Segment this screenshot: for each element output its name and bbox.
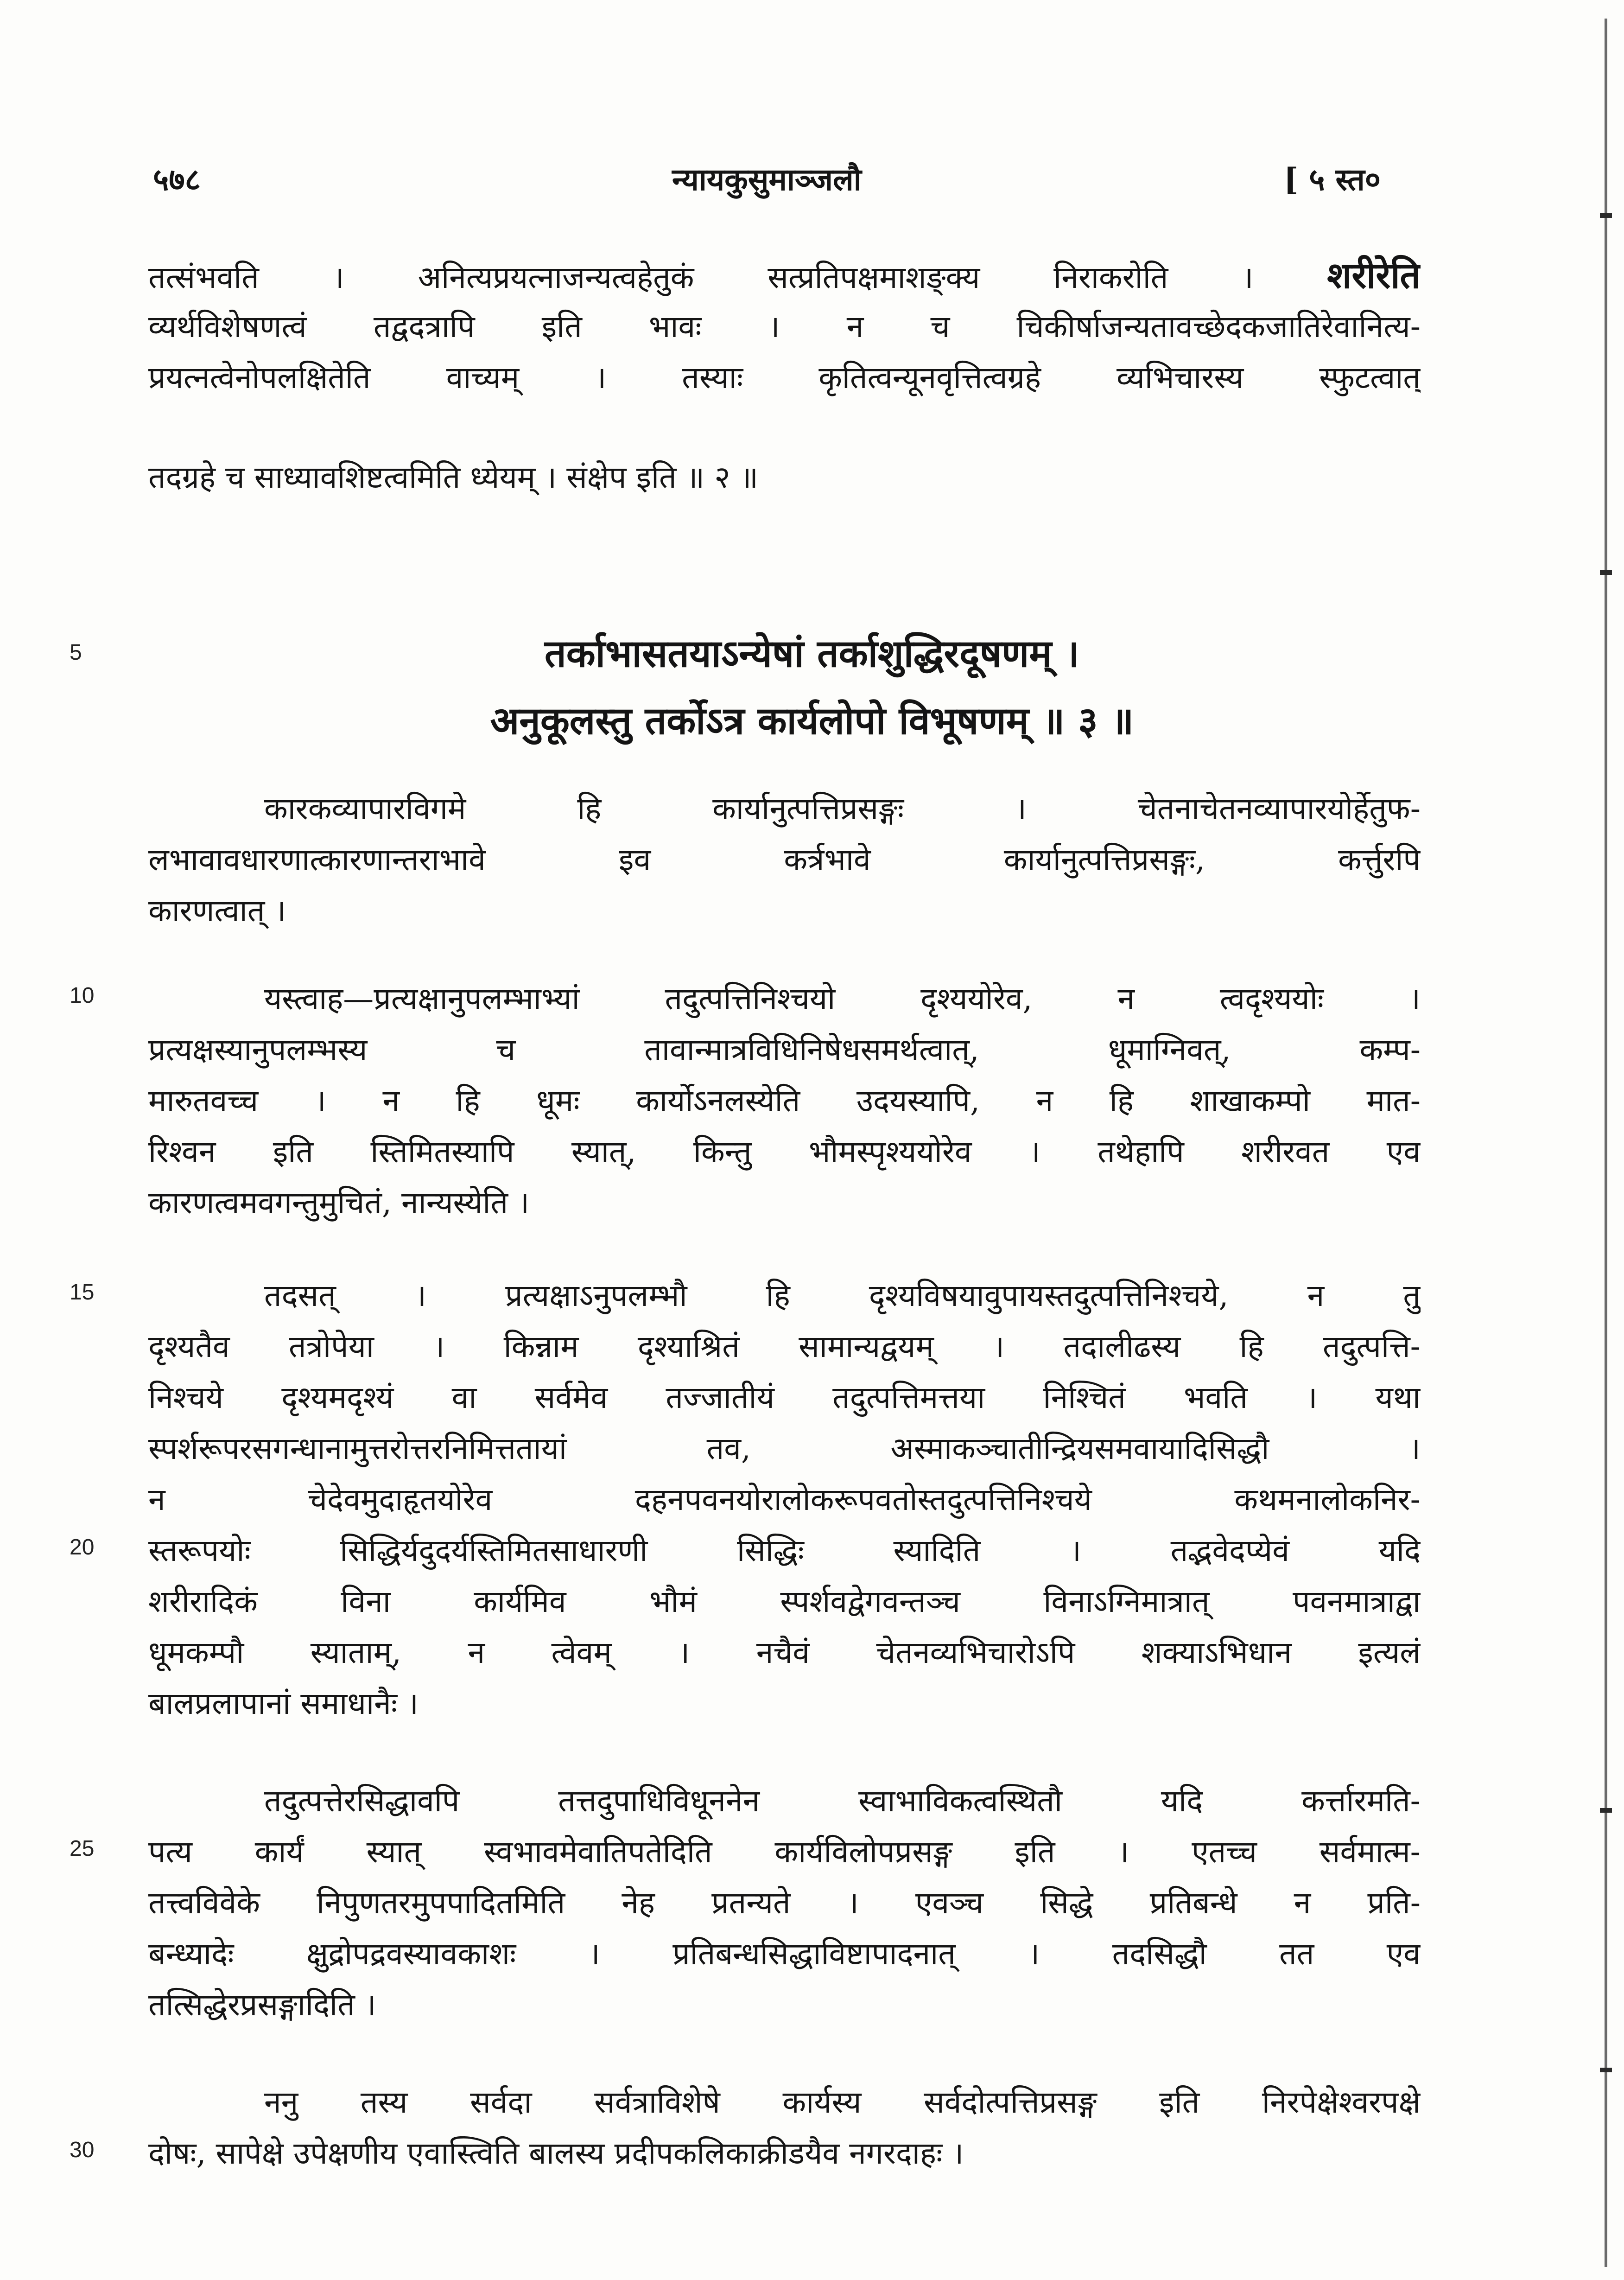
running-title: न्यायकुसुमाञ्जलौ <box>672 161 862 197</box>
line-number: 10 <box>70 983 95 1008</box>
text-line <box>148 250 1421 301</box>
line-number: 30 <box>70 2138 95 2162</box>
text-line: तदुत्पत्तेरसिद्धावपि तत्तदुपाधिविधूननेन स्वाभाविकत्वस्थितौ यदि कर्त्तारमति- <box>264 1783 1421 1819</box>
text-line: स्पर्शरूपरसगन्धानामुत्तरोत्तरनिमित्ततायां तव, अस्माकञ्चातीन्द्रियसमवायादिसिद्धौ । <box>148 1431 1421 1466</box>
text-line: निश्चये दृश्यमदृश्यं वा सर्वमेव तज्जातीयं तदुत्पत्तिमत्तया निश्चितं भवति । यथा <box>148 1380 1421 1415</box>
text-line: पत्य कार्यं स्यात् स्वभावमेवातिपतेदिति कार्यविलोपप्रसङ्ग इति । एतच्च सर्वमात्म- <box>148 1834 1421 1870</box>
text-line: कारणत्वात् । <box>148 893 286 929</box>
line-number: 15 <box>70 1280 95 1305</box>
binding-mark <box>1600 213 1612 218</box>
text-line: बालप्रलापानां समाधानैः । <box>148 1686 419 1721</box>
line-number: 20 <box>70 1535 95 1560</box>
binding-mark <box>1600 1808 1612 1813</box>
text-line: तदसत् । प्रत्यक्षाऽनुपलम्भौ हि दृश्यविषयावुपायस्तदुत्पत्तिनिश्चये, न तु <box>264 1278 1421 1313</box>
binding-edge-rule <box>1605 19 1607 2267</box>
text-line: कारकव्यापारविगमे हि कार्यानुत्पत्तिप्रसङ्गः । चेतनाचेतनव्यापारयोर्हेतुफ- <box>264 791 1421 827</box>
page-number: ५७८ <box>153 161 201 197</box>
text-line: दृश्यतैव तत्रोपेया । किन्नाम दृश्याश्रितं सामान्यद्वयम् । तदालीढस्य हि तदुत्पत्ति- <box>148 1329 1421 1364</box>
text-line: दोषः, सापेक्षे उपेक्षणीय एवास्त्विति बालस्य प्रदीपकलिकाक्रीडयैव नगरदाहः । <box>148 2135 964 2171</box>
text-line: रिश्वन इति स्तिमितस्यापि स्यात्, किन्तु भौमस्पृश्ययोरेव । तथेहापि शरीरवत एव <box>148 1134 1421 1170</box>
text-line: धूमकम्पौ स्याताम्, न त्वेवम् । नचैवं चेतनव्यभिचारोऽपि शक्याऽभिधान इत्यलं <box>148 1635 1421 1670</box>
text-line: ननु तस्य सर्वदा सर्वत्राविशेषे कार्यस्य सर्वदोत्पत्तिप्रसङ्ग इति निरपेक्षेश्वरपक्षे <box>264 2084 1421 2120</box>
text-line: कारणत्वमवगन्तुमुचितं, नान्यस्येति । <box>148 1185 530 1221</box>
verse-line: अनुकूलस्तु तर्कोऽत्र कार्यलोपो विभूषणम् ॥ ३ ॥ <box>490 699 1134 743</box>
line-number: 5 <box>70 640 82 665</box>
binding-mark <box>1600 570 1612 575</box>
text-line: तत्त्वविवेके निपुणतरमुपपादितमिति नेह प्रतन्यते । एवञ्च सिद्धे प्रतिबन्धे न प्रति- <box>148 1885 1421 1921</box>
text-line: मारुतवच्च । न हि धूमः कार्योऽनलस्येति उदयस्यापि, न हि शाखाकम्पो मात- <box>148 1083 1421 1119</box>
keyword-text: शरीरेति <box>1327 255 1421 297</box>
text-line: शरीरादिकं विना कार्यमिव भौमं स्पर्शवद्वेगवन्तञ्च विनाऽग्निमात्रात् पवनमात्राद्वा <box>148 1584 1421 1619</box>
text-line: न चेदेवमुदाहृतयोरेव दहनपवनयोरालोकरूपवतोस्तदुत्पत्तिनिश्चये कथमनालोकनिर- <box>148 1482 1421 1517</box>
text-line: बन्ध्यादेः क्षुद्रोपद्रवस्यावकाशः । प्रतिबन्धसिद्धाविष्टापादनात् । तदसिद्धौ तत एव <box>148 1936 1421 1972</box>
text-line: स्तरूपयोः सिद्धिर्यदुदर्यस्तिमितसाधारणी सिद्धिः स्यादिति । तद्भवेदप्येवं यदि <box>148 1533 1421 1568</box>
text-line: तदग्रहे च साध्यावशिष्टत्वमिति ध्येयम् । संक्षेप इति ॥ २ ॥ <box>148 459 759 495</box>
binding-mark <box>1600 2068 1612 2072</box>
text-line: यस्त्वाह—प्रत्यक्षानुपलम्भाभ्यां तदुत्पत्तिनिश्चयो दृश्ययोरेव, न त्वदृश्ययोः । <box>264 981 1421 1017</box>
text-line: प्रत्यक्षस्यानुपलम्भस्य च तावान्मात्रविधिनिषेधसमर्थत्वात्, धूमाग्निवत्, कम्प- <box>148 1032 1421 1068</box>
verse-line: तर्काभासतयाऽन्येषां तर्काशुद्धिरदूषणम् । <box>545 631 1079 676</box>
section-marker: [ ५ स्त० <box>1284 161 1381 197</box>
text-line: तत्सिद्धेरप्रसङ्गादिति । <box>148 1987 376 2023</box>
text-line: प्रयत्नत्वेनोपलक्षितेति वाच्यम् । तस्याः कृतित्वन्यूनवृत्तित्वग्रहे व्यभिचारस्य स्फुटत्वात् <box>148 360 1421 395</box>
text-line: व्यर्थविशेषणत्वं तद्वदत्रापि इति भावः । न च चिकीर्षाजन्यतावच्छेदकजातिरेवानित्य- <box>148 309 1421 344</box>
line-number: 25 <box>70 1836 95 1861</box>
text-line-content: तत्संभवति । अनित्यप्रयत्नाजन्यत्वहेतुकं सत्प्रतिपक्षमाशङ्क्य निराकरोति । <box>148 260 1254 295</box>
text-line: लभावावधारणात्कारणान्तराभावे इव कर्त्रभावे कार्यानुत्पत्तिप्रसङ्गः, कर्त्तुरपि <box>148 842 1421 878</box>
